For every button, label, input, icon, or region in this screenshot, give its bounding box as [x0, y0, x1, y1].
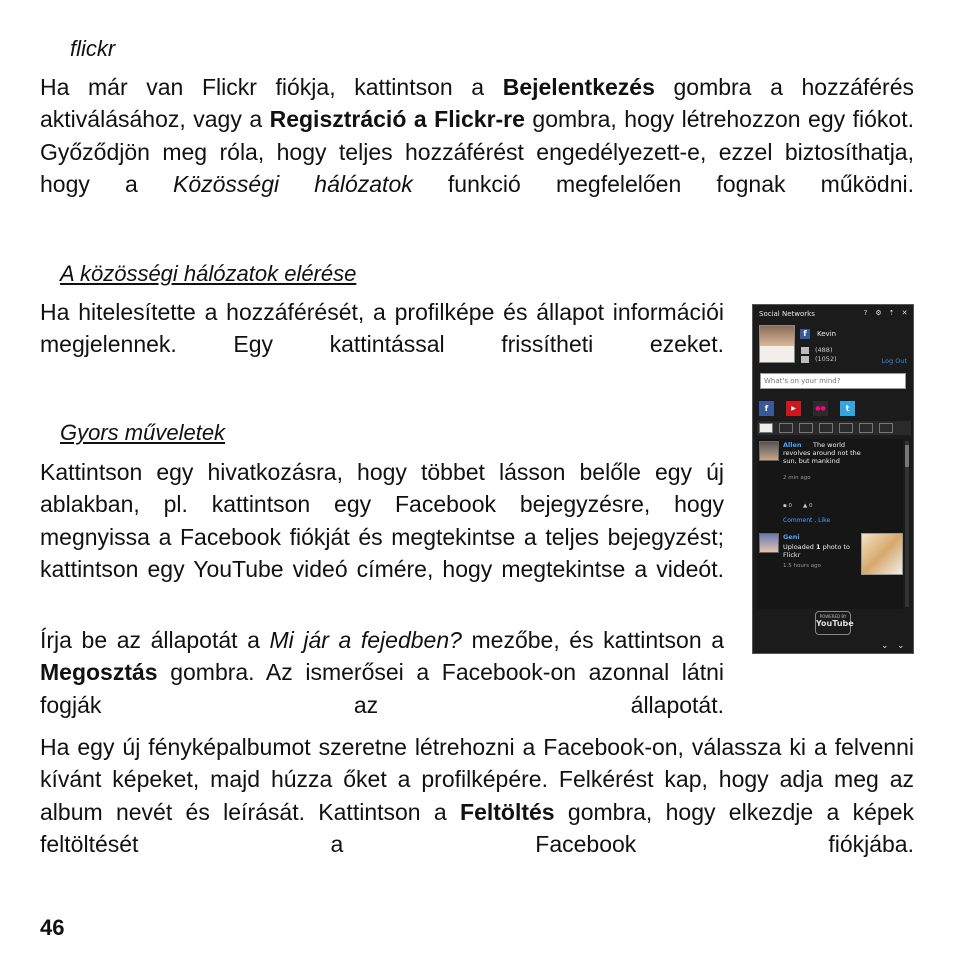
powered-by-youtube-logo: POWERED BY YouTube: [815, 611, 851, 635]
photos-count: (1052): [815, 355, 837, 363]
feed-time: 2 min ago: [783, 475, 811, 481]
comment-like-link[interactable]: Comment , Like: [783, 517, 831, 524]
tab-feed-icon[interactable]: [759, 423, 773, 433]
facebook-badge-icon: f: [800, 329, 810, 339]
status-input[interactable]: What's on your mind?: [760, 373, 906, 389]
photos-icon: [801, 356, 809, 363]
logout-link[interactable]: Log Out: [881, 357, 907, 365]
heading-quick-actions: Gyors műveletek: [60, 420, 226, 445]
close-icon[interactable]: ✕: [901, 309, 908, 317]
tab-add-friend-icon[interactable]: [779, 423, 793, 433]
text-run: Kattintson egy hivatkozásra, hogy többet lásson belőle egy új ablakban, pl. kattintson egy Facebook bejegyzésre, hogy megnyissa a Facebook fiókját és megtekintse a teljes bejegyzést; kattintson egy YouTube videó címére, hogy megtekintse a videót.: [40, 459, 724, 583]
feed-author[interactable]: Geni: [783, 533, 800, 541]
paragraph-quick-actions: [40, 456, 724, 618]
paragraph-flickr: [40, 71, 914, 233]
gear-icon[interactable]: ⚙: [875, 309, 882, 317]
text-run: gombra a hozzáférés aktiválásához, vagy a: [40, 74, 915, 133]
youtube-icon[interactable]: ▶: [786, 401, 801, 416]
tab-share-icon[interactable]: [879, 423, 893, 433]
text-run: Írja be az állapotát a: [40, 627, 270, 653]
pin-icon[interactable]: ⇡: [888, 309, 895, 317]
bold-term: Regisztráció a Flickr-re: [269, 106, 525, 133]
social-networks-widget: [752, 304, 914, 654]
italic-term: Mi jár a fejedben?: [269, 627, 462, 653]
text-run: Ha egy új fényképalbumot szeretne létrehozni a Facebook-on, válassza ki a felvenni kívánt képeket, majd húzza őket a profilképére. Felkérést kap, hogy adja meg az album nevét és leírását. Kattintson a: [40, 734, 914, 825]
flickr-icon[interactable]: ●●: [813, 401, 828, 416]
tab-videos-icon[interactable]: [839, 423, 853, 433]
paragraph-access: [40, 296, 724, 393]
bold-term: Bejelentkezés: [502, 74, 655, 100]
profile-picture[interactable]: [759, 325, 795, 363]
text-run: Ha hitelesítette a hozzáférését, a profilképe és állapot információi megjelennek. Egy kattintással frissítheti ezeket.: [40, 299, 724, 358]
feed-likes-count: ▲ 0: [803, 503, 813, 509]
text-run: funkció megfelelően fognak működni.: [412, 171, 914, 198]
bold-term: Feltöltés: [460, 798, 555, 825]
text-run: mezőbe, és kattintson a: [461, 627, 724, 653]
help-icon[interactable]: ?: [863, 309, 868, 317]
feed-text: The world revolves around not the sun, but mankind: [783, 441, 861, 465]
widget-title: Social Networks: [759, 310, 815, 318]
feed-scrollbar[interactable]: [905, 441, 909, 607]
news-feed: [757, 439, 903, 609]
tab-messages-icon[interactable]: [859, 423, 873, 433]
avatar[interactable]: [759, 441, 779, 461]
uploaded-photo-thumbnail[interactable]: [861, 533, 903, 575]
avatar[interactable]: [759, 533, 779, 553]
tab-photos-icon[interactable]: [819, 423, 833, 433]
paragraph-photo-album: [40, 731, 914, 893]
friends-count: (488): [815, 346, 833, 354]
text-run: Ha már van Flickr fiókja, kattintson a: [40, 74, 503, 100]
text-run: gombra. Az ismerősei a Facebook-on azonnal látni fogják az állapotát.: [40, 659, 724, 718]
widget-tab-bar: [757, 421, 911, 435]
heading-social-access: A közösségi hálózatok elérése: [60, 261, 357, 286]
expand-icon[interactable]: ⌄: [897, 641, 905, 651]
text-run: gombra, hogy elkezdje a képek feltöltését a Facebook fiókjába.: [40, 798, 914, 858]
page-number: 46: [40, 915, 65, 940]
friends-icon: [801, 347, 809, 354]
facebook-icon[interactable]: f: [759, 401, 774, 416]
chevron-down-icon[interactable]: ⌄: [881, 641, 889, 651]
comment-icon: ▪: [783, 503, 789, 509]
italic-term: Közösségi hálózatok: [173, 171, 413, 198]
feed-text: Uploaded 1 photo to Flickr: [783, 543, 850, 559]
like-icon: ▲: [803, 503, 809, 509]
text-run: gombra, hogy létrehozzon egy fiókot. Győződjön meg róla, hogy teljes hozzáférést engedélyezett-e, ezzel biztosíthatja, hogy a: [40, 106, 914, 198]
feed-comments-count: ▪ 0: [783, 503, 792, 509]
twitter-icon[interactable]: t: [840, 401, 855, 416]
tab-friends-icon[interactable]: [799, 423, 813, 433]
feed-author[interactable]: Allen: [783, 441, 802, 449]
feed-time: 1.5 hours ago: [783, 563, 821, 569]
user-name: Kevin: [817, 330, 837, 338]
bold-term: Megosztás: [40, 659, 158, 686]
section-title-flickr: flickr: [70, 36, 116, 61]
